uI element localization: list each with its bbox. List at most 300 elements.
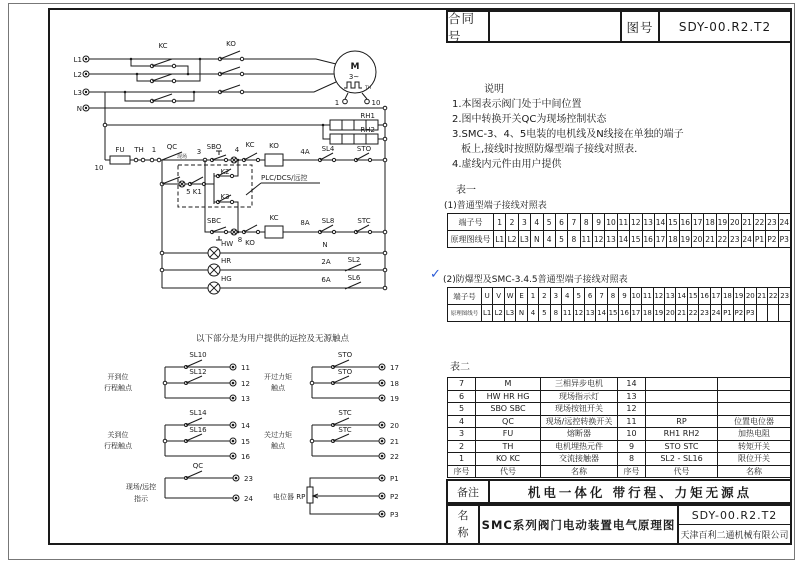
torque-switch-stc — [356, 225, 369, 232]
name-label-text: 名称 — [457, 509, 469, 539]
motor-symbol — [334, 51, 380, 107]
table-cell: P3 — [778, 231, 790, 248]
label-sto: STO — [356, 145, 372, 153]
terminal-22: 22 — [390, 453, 399, 461]
table-cell: 代号 — [646, 465, 718, 478]
table-row — [448, 403, 791, 416]
name-block — [446, 504, 792, 545]
table-cell — [646, 378, 718, 391]
table-cell: 5 — [448, 403, 476, 416]
table-cell: P2 — [766, 231, 778, 248]
limit-switch-sl8 — [320, 225, 333, 232]
label-qc-remote: QC — [192, 462, 204, 470]
table-cell: 15 — [607, 305, 618, 322]
table-cell: 11 — [618, 415, 646, 428]
name-label — [448, 506, 480, 543]
group-open-torque: 开过力矩 — [264, 373, 292, 381]
motor-terminal-10: 10 — [371, 99, 381, 107]
terminal-p3: P3 — [390, 511, 399, 519]
interlock-kc-contact — [244, 153, 257, 160]
wire-6a-label: 6A — [321, 276, 331, 284]
label-sl8: SL8 — [321, 217, 335, 225]
label-sl14: SL14 — [189, 409, 207, 417]
label-hw: HW — [221, 240, 234, 248]
table-row — [448, 453, 791, 466]
table-cell: HW HR HG — [476, 390, 541, 403]
table-cell: L2 — [506, 231, 518, 248]
table-cell: 4 — [543, 231, 555, 248]
table-cell: 22 — [753, 214, 765, 231]
terminal-18: 18 — [390, 380, 399, 388]
table-cell: 19 — [653, 305, 664, 322]
table-cell: 11 — [642, 288, 653, 305]
table-cell: 代号 — [476, 465, 541, 478]
terminal-21: 21 — [390, 438, 399, 446]
wire-4a-label: 4A — [300, 148, 310, 156]
table-cell: L2 — [493, 305, 504, 322]
label-rh1: RH1 — [360, 112, 375, 120]
label-hr: HR — [221, 257, 232, 265]
open-control-line — [95, 141, 385, 172]
node-3-label: 3 — [196, 148, 202, 156]
company-name: 天津百利二通机械有限公司 — [680, 530, 789, 541]
contract-no-label: 合同号 — [448, 12, 490, 41]
table-cell: FU — [476, 428, 541, 441]
label-rh2: RH2 — [360, 126, 375, 134]
table-cell: 18 — [667, 231, 679, 248]
indicator-lamps — [160, 240, 385, 294]
table-cell: 12 — [618, 403, 646, 416]
table-cell: 现场按钮开关 — [541, 403, 618, 416]
table-cell: 15 — [667, 214, 679, 231]
table-cell: 19 — [733, 288, 744, 305]
table-cell: 20 — [745, 288, 756, 305]
table-cell: KO KC — [476, 453, 541, 466]
table-cell: RP — [646, 415, 718, 428]
remote-section-note: 以下部分是为用户提供的远控及无源触点 — [196, 334, 350, 344]
table-cell: 13 — [665, 288, 676, 305]
drawing-no-value: SDY-00.R2.T2 — [678, 19, 772, 34]
label-l2: L2 — [73, 71, 82, 79]
table-cell: 18 — [642, 305, 653, 322]
table-cell: 限位开关 — [718, 453, 791, 466]
table-cell: 23 — [699, 305, 710, 322]
table-cell: 8 — [580, 214, 592, 231]
component-list-table — [447, 377, 791, 478]
table-cell: 10 — [630, 288, 641, 305]
wire-1-label: 1 — [151, 146, 157, 154]
terminal-24: 24 — [244, 495, 253, 503]
label-sl10: SL10 — [189, 351, 207, 359]
label-kc-interlock: KC — [245, 141, 255, 149]
terminal-12: 12 — [241, 380, 250, 388]
table-cell: 7 — [448, 378, 476, 391]
label-sto-c2: STO — [337, 368, 353, 376]
label-qc: QC — [166, 143, 178, 151]
table-cell: 11 — [562, 305, 573, 322]
table-cell: 现场/远控转换开关 — [541, 415, 618, 428]
table-cell: 4 — [562, 288, 573, 305]
motor-terminal-1: 1 — [334, 99, 340, 107]
table-cell: P2 — [733, 305, 744, 322]
button-sbo — [212, 155, 226, 160]
label-th: TH — [134, 146, 144, 154]
group-indicate: 指示 — [134, 495, 148, 503]
table-cell: 17 — [710, 288, 721, 305]
table-cell: 5 — [539, 305, 550, 322]
wire-10-label: 10 — [94, 164, 104, 172]
table-cell: 20 — [692, 231, 704, 248]
table-cell: 21 — [756, 288, 767, 305]
open-torque-contacts — [264, 351, 399, 403]
group-local-remote: 现场/远控 — [125, 483, 157, 491]
table-cell: SBO SBC — [476, 403, 541, 416]
table-cell: 3 — [518, 214, 530, 231]
label-n: N — [76, 105, 82, 113]
table-cell: 14 — [654, 214, 666, 231]
button-sbc — [212, 227, 226, 232]
remark-value: 机电一体化 带行程、力矩无源点 — [527, 484, 753, 500]
table-cell: 17 — [692, 214, 704, 231]
open-travel-contacts — [104, 351, 250, 403]
table1-caption: 表一 — [456, 185, 476, 196]
group-contact2: 触点 — [271, 442, 285, 450]
table-cell: 8 — [568, 231, 580, 248]
table-cell: 12 — [653, 288, 664, 305]
coil-kc — [265, 226, 283, 238]
label-ko-interlock: KO — [245, 239, 255, 247]
table-cell: 7 — [596, 288, 607, 305]
note-line: 4.虚线内元件由用户提供 — [452, 159, 562, 170]
table-cell: 名称 — [718, 465, 791, 478]
terminal-14: 14 — [241, 422, 250, 430]
table-cell: 6 — [448, 390, 476, 403]
table-cell: 19 — [679, 231, 691, 248]
label-stc-c2: STC — [338, 426, 352, 434]
table-cell: 9 — [593, 214, 605, 231]
table-cell: M — [476, 378, 541, 391]
label-sl4: SL4 — [321, 145, 335, 153]
terminal-16: 16 — [241, 453, 250, 461]
label-stc-c1: STC — [338, 409, 352, 417]
table-cell: 1 — [527, 288, 538, 305]
table-cell: 6 — [584, 288, 595, 305]
table-cell: 21 — [741, 214, 753, 231]
table-cell: 3 — [550, 288, 561, 305]
table-row — [448, 440, 791, 453]
label-sbo: SBO — [206, 143, 222, 151]
drawing-no-label: 图号 — [622, 12, 660, 41]
table-cell — [767, 305, 778, 322]
terminal-table-explosion-proof — [447, 287, 791, 322]
table-cell — [718, 390, 791, 403]
group-close-torque: 关过力矩 — [264, 431, 292, 439]
table-cell: 24 — [778, 214, 790, 231]
table-cell: 21 — [704, 231, 716, 248]
terminal-4-label: 4 — [234, 146, 240, 154]
contract-no-value — [490, 12, 622, 41]
wire-8a-label: 8A — [300, 219, 310, 227]
note-line: 3.SMC-3、4、5电装的电机线及N线接在单独的端子 — [452, 129, 684, 140]
group-open-pos: 开到位 — [107, 373, 129, 381]
motor-m-label: M — [350, 62, 360, 72]
table-cell: 10 — [605, 214, 617, 231]
terminal-p1: P1 — [390, 475, 399, 483]
table-cell: 序号 — [618, 465, 646, 478]
table-cell: 8 — [618, 453, 646, 466]
table2-title: (2)防爆型及SMC-3.4.5普通型端子接线对照表 — [443, 275, 628, 285]
table-cell: 9 — [619, 288, 630, 305]
note-line: 板上,接线时按照防爆型端子接线对照表. — [461, 144, 638, 155]
label-5k1: 5 K1 — [186, 188, 202, 196]
table-cell: 8 — [550, 305, 561, 322]
table-cell: 现场指示灯 — [541, 390, 618, 403]
group-travel2: 行程触点 — [104, 442, 132, 450]
table-cell: 12 — [593, 231, 605, 248]
note-line: 1.本图表示阀门处于中间位置 — [452, 99, 582, 110]
table-cell: 12 — [573, 305, 584, 322]
table-cell: 端子号 — [448, 288, 482, 305]
table-cell: 13 — [642, 214, 654, 231]
terminal-p2: P2 — [390, 493, 399, 501]
torque-switch-sto — [356, 153, 369, 160]
terminal-17: 17 — [390, 364, 399, 372]
table-cell: 位置电位器 — [718, 415, 791, 428]
label-kc-coil: KC — [269, 214, 279, 222]
table1-title: (1)普通型端子接线对照表 — [444, 201, 547, 211]
table-cell: P3 — [745, 305, 756, 322]
table-cell: 2 — [448, 440, 476, 453]
table-cell: 2 — [506, 214, 518, 231]
table-cell: 11 — [617, 214, 629, 231]
table-cell: 6 — [555, 214, 567, 231]
user-supplied-dashed-box — [178, 165, 252, 207]
table-cell: 14 — [618, 378, 646, 391]
table-cell: P1 — [753, 231, 765, 248]
circuit-schematic — [48, 8, 438, 543]
name-block-right — [679, 506, 790, 543]
table-cell — [718, 403, 791, 416]
coil-ko — [265, 154, 283, 166]
table-cell: 11 — [580, 231, 592, 248]
remote-relay-section — [160, 160, 320, 288]
close-travel-contacts — [104, 409, 250, 461]
table-cell: STO STC — [646, 440, 718, 453]
label-sbc: SBC — [206, 217, 222, 225]
table-cell: 交流接触器 — [541, 453, 618, 466]
label-k3: K3 — [220, 193, 230, 201]
table-row — [448, 428, 791, 441]
label-xianchang: 现场 — [176, 154, 188, 160]
table-row — [448, 415, 791, 428]
remark-label: 备注 — [448, 481, 490, 502]
label-hg: HG — [221, 275, 232, 283]
table-cell: 8 — [607, 288, 618, 305]
table-cell: SL2 - SL16 — [646, 453, 718, 466]
table-cell — [779, 305, 791, 322]
table-cell: 21 — [676, 305, 687, 322]
relay-contact-k1 — [190, 177, 203, 184]
table-cell: 12 — [630, 214, 642, 231]
table-cell: 4 — [531, 214, 543, 231]
table-cell: 16 — [619, 305, 630, 322]
table-cell: 5 — [543, 214, 555, 231]
notes-block — [452, 82, 790, 172]
table-cell: 23 — [779, 288, 791, 305]
label-stc: STC — [357, 217, 371, 225]
table-cell: 4 — [527, 305, 538, 322]
table-cell: 23 — [766, 214, 778, 231]
table-cell: E — [516, 288, 527, 305]
table-cell: V — [493, 288, 504, 305]
table-cell: 4 — [448, 415, 476, 428]
table-cell: U — [482, 288, 493, 305]
table-cell: 18 — [722, 288, 733, 305]
table-cell: 22 — [687, 305, 698, 322]
table-cell: 5 — [555, 231, 567, 248]
table-cell: 端子号 — [448, 214, 494, 231]
table-cell: 14 — [596, 305, 607, 322]
title-block-header — [446, 10, 792, 43]
table-cell: 23 — [729, 231, 741, 248]
table-cell: N — [516, 305, 527, 322]
table-cell: 7 — [568, 214, 580, 231]
table-cell — [756, 305, 767, 322]
label-plc: PLC/DCS/远控 — [261, 174, 308, 182]
table-cell: 三相异步电机 — [541, 378, 618, 391]
motor-phase-label: 3~ — [348, 73, 360, 81]
table-cell: L3 — [518, 231, 530, 248]
table-cell: 2 — [539, 288, 550, 305]
table-row — [448, 390, 791, 403]
table-cell: 加热电阻 — [718, 428, 791, 441]
table-cell: 原理图线号 — [448, 231, 494, 248]
label-fu: FU — [115, 146, 125, 154]
terminal-8-label: 8 — [237, 236, 243, 244]
table-row — [448, 288, 791, 305]
motor-th-label: TH — [365, 86, 372, 91]
table-cell: 序号 — [448, 465, 476, 478]
table-row — [448, 378, 791, 391]
table-cell: 22 — [767, 288, 778, 305]
table-cell: 名称 — [541, 465, 618, 478]
potentiometer-rp — [273, 475, 399, 519]
table-row — [448, 465, 791, 478]
table-cell: 18 — [704, 214, 716, 231]
table-row — [448, 231, 791, 248]
table-cell: 10 — [618, 428, 646, 441]
label-sl6: SL6 — [347, 274, 361, 282]
label-sl12: SL12 — [189, 368, 207, 376]
table-cell: 1 — [448, 453, 476, 466]
table-cell: 20 — [665, 305, 676, 322]
table-cell: 22 — [716, 231, 728, 248]
table-cell: 24 — [710, 305, 721, 322]
terminal-table-standard — [447, 213, 791, 248]
label-sto-c1: STO — [337, 351, 353, 359]
table-cell: 16 — [642, 231, 654, 248]
local-remote-indicator-contacts — [126, 462, 254, 503]
table-cell: 熔断器 — [541, 428, 618, 441]
table-cell — [646, 390, 718, 403]
label-sl16: SL16 — [189, 426, 207, 434]
wire-2a-label: 2A — [321, 258, 331, 266]
table-cell: 5 — [573, 288, 584, 305]
table-cell: P1 — [722, 305, 733, 322]
table-cell — [718, 378, 791, 391]
table-cell: 13 — [584, 305, 595, 322]
terminal-19: 19 — [390, 395, 399, 403]
table-cell: L3 — [504, 305, 515, 322]
table-cell: 14 — [676, 288, 687, 305]
table-cell: 转矩开关 — [718, 440, 791, 453]
fuse-fu — [110, 156, 130, 164]
table-cell: 电机埋热元件 — [541, 440, 618, 453]
table-cell: 15 — [687, 288, 698, 305]
table-row — [448, 214, 791, 231]
terminal-13: 13 — [241, 395, 250, 403]
table3-caption: 表二 — [450, 362, 470, 373]
group-close-pos: 关到位 — [107, 431, 129, 439]
table-cell: 24 — [741, 231, 753, 248]
terminal-11: 11 — [241, 364, 250, 372]
label-ko-coil: KO — [269, 142, 279, 150]
table-cell: 9 — [618, 440, 646, 453]
terminal-20: 20 — [390, 422, 399, 430]
contactor-kc-contacts — [150, 42, 175, 103]
table-cell: 19 — [716, 214, 728, 231]
table-cell: L1 — [482, 305, 493, 322]
table-cell: W — [504, 288, 515, 305]
table-cell: 3 — [448, 428, 476, 441]
table-cell: L1 — [494, 231, 506, 248]
terminal-15: 15 — [241, 438, 250, 446]
table-cell: 1 — [494, 214, 506, 231]
table-cell: RH1 RH2 — [646, 428, 718, 441]
label-ko: KO — [226, 40, 236, 48]
label-k2: K2 — [220, 168, 230, 176]
table-cell: 13 — [618, 390, 646, 403]
label-l3: L3 — [73, 89, 82, 97]
lamp-n-label: N — [322, 241, 328, 249]
table-row — [448, 305, 791, 322]
note-line: 2.图中转换开关QC为现场控制状态 — [452, 114, 607, 125]
table-cell: QC — [476, 415, 541, 428]
close-torque-contacts — [264, 409, 399, 461]
remark-block — [446, 479, 792, 504]
table-cell: 15 — [630, 231, 642, 248]
table-cell: 16 — [679, 214, 691, 231]
drawing-title: SMC系列阀门电动装置电气原理图 — [480, 506, 679, 543]
table-cell: TH — [476, 440, 541, 453]
footer-drawing-no: SDY-00.R2.T2 — [679, 506, 790, 525]
table-cell: 20 — [729, 214, 741, 231]
table-cell: 13 — [605, 231, 617, 248]
table-cell — [646, 403, 718, 416]
label-rp: 电位器 RP — [273, 493, 306, 501]
table-cell: 17 — [630, 305, 641, 322]
table-cell: 14 — [617, 231, 629, 248]
checkmark-icon: ✓ — [430, 267, 441, 282]
notes-title: 说明 — [484, 84, 504, 95]
switch-qc-pole2 — [162, 177, 180, 184]
interlock-ko-contact — [244, 225, 257, 232]
table-cell: N — [531, 231, 543, 248]
terminal-23: 23 — [244, 475, 253, 483]
group-contact: 触点 — [271, 384, 285, 392]
label-l1: L1 — [73, 56, 82, 64]
limit-switch-sl4 — [320, 153, 333, 160]
